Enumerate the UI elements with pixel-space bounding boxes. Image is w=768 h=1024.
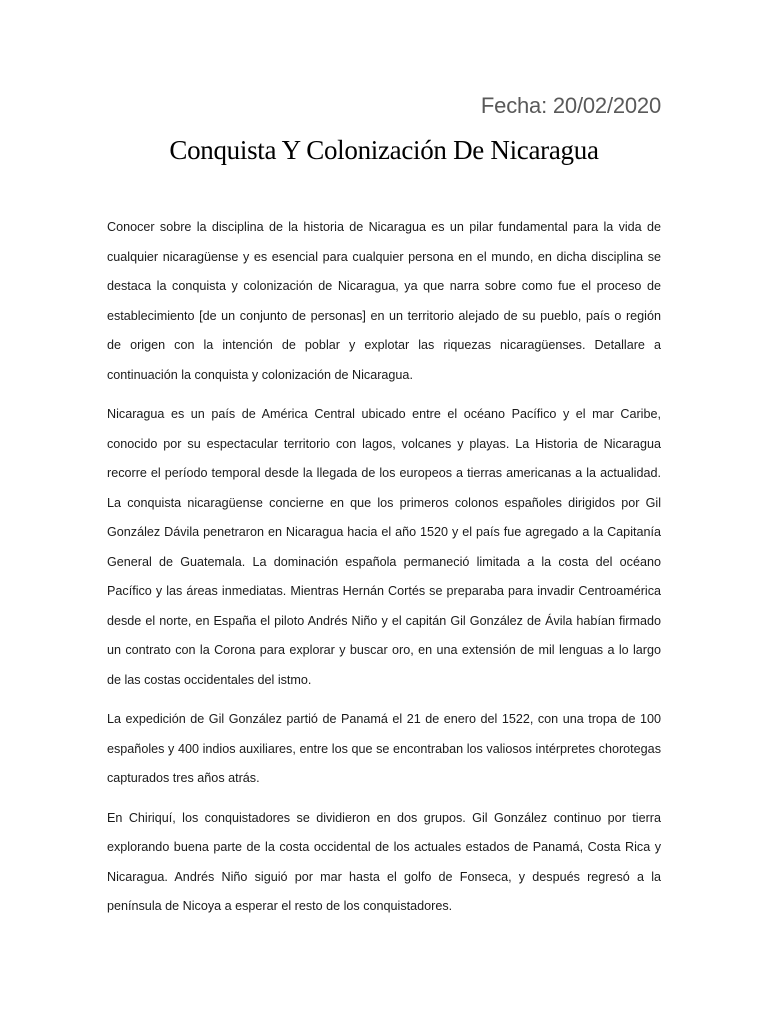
paragraph-4: En Chiriquí, los conquistadores se dividieron en dos grupos. Gil González continuo por tierra explorando buena parte de la costa occidental de los actuales estados de Panamá, Costa Rica y Nicaragua. Andrés Niño siguió por mar hasta el golfo de Fonseca, y después regresó a la península de Nicoya a esperar el resto de los conquistadores. xyxy=(107,810,661,913)
document-date: Fecha: 20/02/2020 xyxy=(480,93,661,118)
document-title: Conquista Y Colonización De Nicaragua xyxy=(169,135,599,165)
paragraph-1: Conocer sobre la disciplina de la historia de Nicaragua es un pilar fundamental para la vida de cualquier nicaragüense y es esencial para cualquier persona en el mundo, en dicha disciplina se destaca la conquista y colonización de Nicaragua, ya que narra sobre como fue el proceso de establecimiento [de un conjunto de personas] en un territorio alejado de su pueblo, país o región de origen con la intención de poblar y explotar las riquezas nicaragüenses. Detallare a continuación la conquista y colonización de Nicaragua. xyxy=(107,220,661,382)
paragraph-2: Nicaragua es un país de América Central ubicado entre el océano Pacífico y el mar Caribe, conocido por su espectacular territorio con lagos, volcanes y playas. La Historia de Nicaragua recorre el período temporal desde la llegada de los europeos a tierras americanas a la actualidad. La conquista nicaragüense concierne en que los primeros colonos españoles dirigidos por Gil González Dávila penetraron en Nicaragua hacia el año 1520 y el país fue agregado a la Capitanía General de Guatemala. La dominación española permaneció limitada a la costa del océano Pacífico y las áreas inmediatas. Mientras Hernán Cortés se preparaba para invadir Centroamérica desde el norte, en España el piloto Andrés Niño y el capitán Gil González de Ávila habían firmado un contrato con la Corona para explorar y buscar oro, en una extensión de mil lenguas a lo largo de las costas occidentales del istmo. xyxy=(107,407,661,687)
document-body xyxy=(107,213,661,932)
paragraph-3: La expedición de Gil González partió de Panamá el 21 de enero del 1522, con una tropa de 100 españoles y 400 indios auxiliares, entre los que se encontraban los valiosos intérpretes chorotegas capturados tres años atrás. xyxy=(107,712,661,785)
